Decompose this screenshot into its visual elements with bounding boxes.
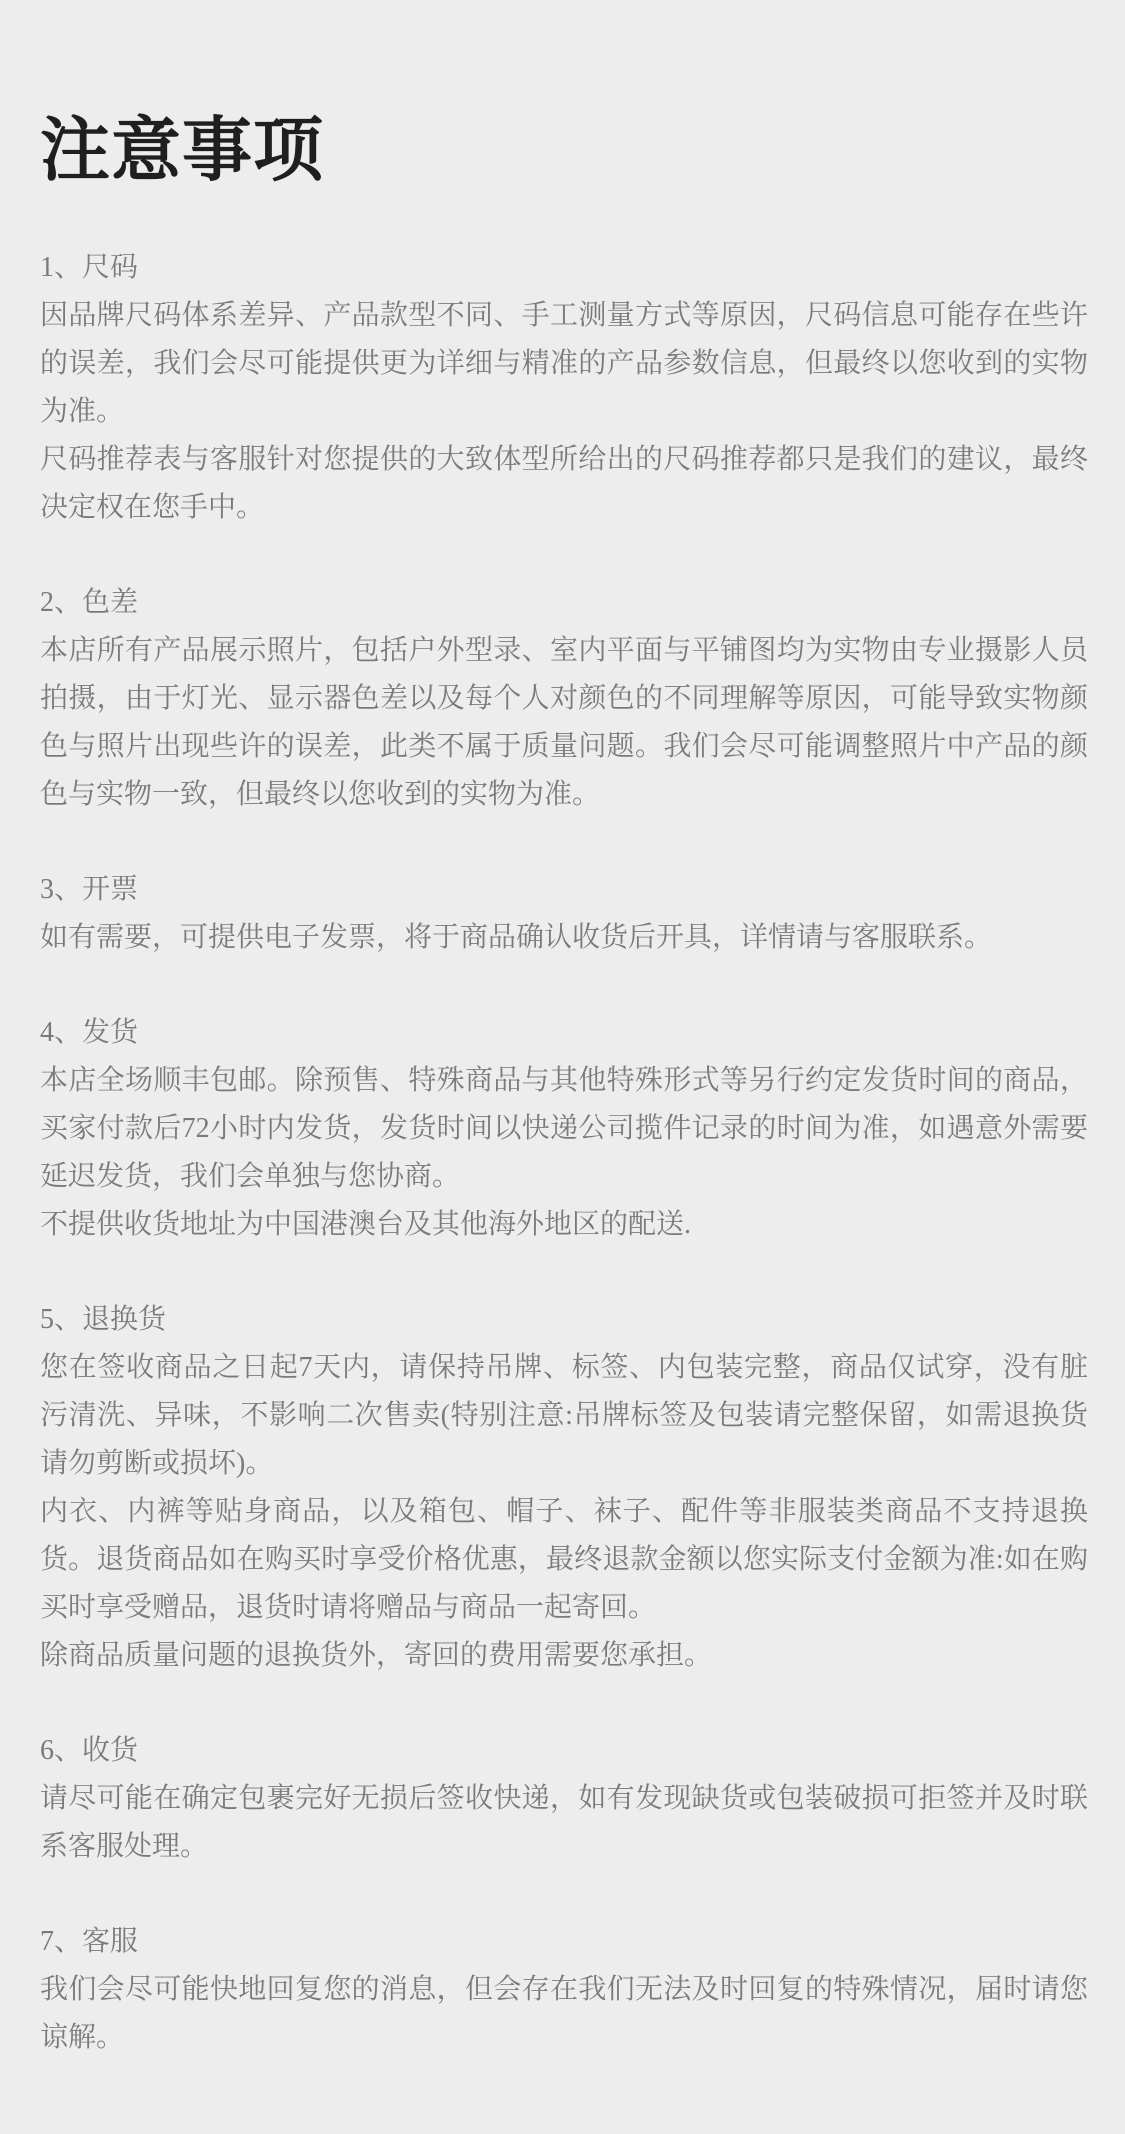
section-paragraph: 除商品质量问题的退换货外，寄回的费用需要您承担。 [40, 1640, 713, 1671]
section-color-difference [40, 579, 1088, 819]
section-size [40, 244, 1088, 532]
section-heading: 7、客服 [40, 1926, 139, 1957]
section-paragraph: 本店全场顺丰包邮。除预售、特殊商品与其他特殊形式等另行约定发货时间的商品，买家付款后72小时内发货，发货时间以快递公司揽件记录的时间为准，如遇意外需要延迟发货，我们会单独与您协商。 [40, 1065, 1088, 1192]
section-shipping [40, 1009, 1088, 1249]
section-paragraph: 尺码推荐表与客服针对您提供的大致体型所给出的尺码推荐都只是我们的建议，最终决定权在您手中。 [40, 444, 1088, 523]
section-paragraph: 内衣、内裤等贴身商品，以及箱包、帽子、袜子、配件等非服装类商品不支持退换货。退货商品如在购买时享受价格优惠，最终退款金额以您实际支付金额为准:如在购买时享受赠品，退货时请将赠品与商品一起寄回。 [40, 1496, 1088, 1623]
section-heading: 4、发货 [40, 1017, 139, 1048]
section-invoice [40, 866, 1088, 962]
section-heading: 5、退换货 [40, 1304, 167, 1335]
section-paragraph: 您在签收商品之日起7天内，请保持吊牌、标签、内包装完整，商品仅试穿，没有脏污清洗、异味，不影响二次售卖(特别注意:吊牌标签及包装请完整保留，如需退换货请勿剪断或损坏)。 [40, 1352, 1088, 1479]
section-heading: 1、尺码 [40, 252, 139, 283]
section-heading: 3、开票 [40, 874, 139, 905]
section-paragraph: 我们会尽可能快地回复您的消息，但会存在我们无法及时回复的特殊情况，届时请您谅解。 [40, 1974, 1088, 2053]
section-customer-service [40, 1918, 1088, 2062]
section-paragraph: 请尽可能在确定包裹完好无损后签收快递，如有发现缺货或包装破损可拒签并及时联系客服处理。 [40, 1783, 1088, 1862]
notice-page [40, 104, 1088, 2109]
section-paragraph: 不提供收货地址为中国港澳台及其他海外地区的配送. [40, 1209, 692, 1240]
section-receiving [40, 1727, 1088, 1871]
section-heading: 2、色差 [40, 587, 139, 618]
section-paragraph: 本店所有产品展示照片，包括户外型录、室内平面与平铺图均为实物由专业摄影人员拍摄，由于灯光、显示器色差以及每个人对颜色的不同理解等原因，可能导致实物颜色与照片出现些许的误差，此类不属于质量问题。我们会尽可能调整照片中产品的颜色与实物一致，但最终以您收到的实物为准。 [40, 635, 1088, 810]
section-heading: 6、收货 [40, 1735, 139, 1766]
section-paragraph: 如有需要，可提供电子发票，将于商品确认收货后开具，详情请与客服联系。 [40, 922, 993, 953]
page-title: 注意事项 [40, 108, 324, 191]
section-paragraph: 因品牌尺码体系差异、产品款型不同、手工测量方式等原因，尺码信息可能存在些许的误差，我们会尽可能提供更为详细与精准的产品参数信息，但最终以您收到的实物为准。 [40, 300, 1088, 427]
section-returns [40, 1296, 1088, 1680]
